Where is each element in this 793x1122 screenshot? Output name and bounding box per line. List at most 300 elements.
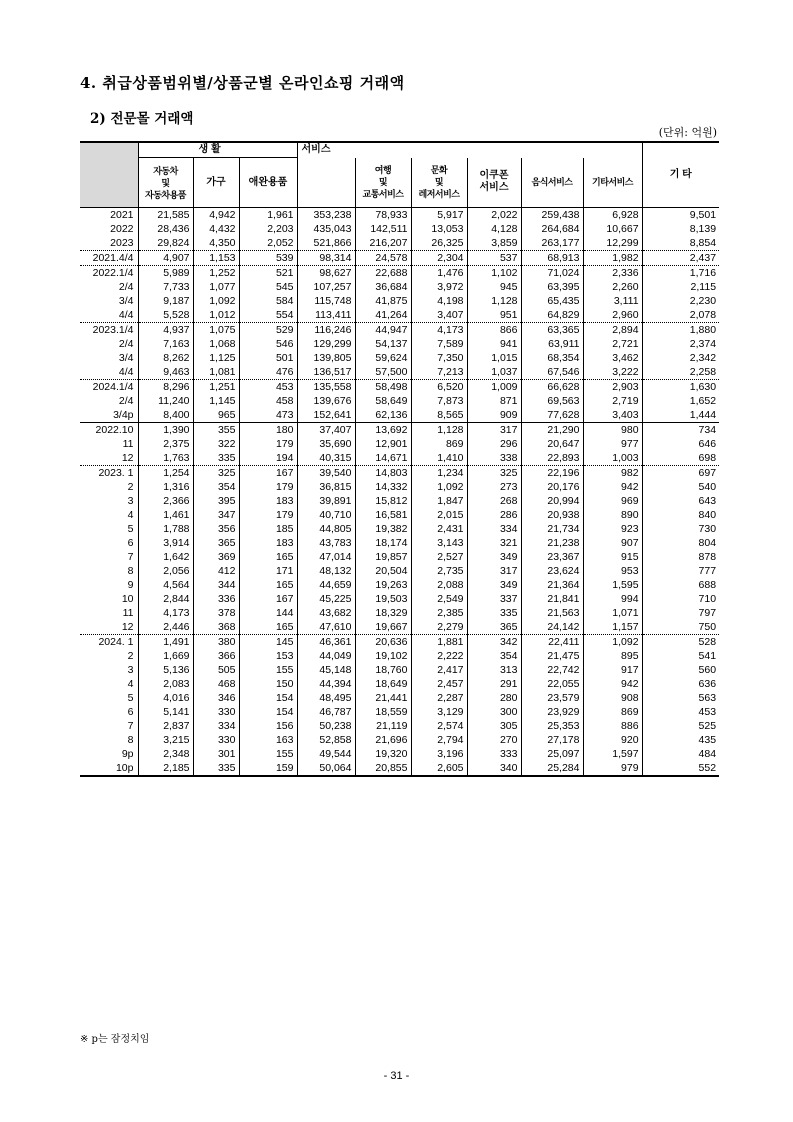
value-cell: 528 [642, 635, 719, 650]
value-cell: 915 [583, 550, 642, 564]
value-cell: 560 [642, 663, 719, 677]
value-cell: 165 [239, 620, 297, 635]
value-cell: 19,667 [355, 620, 411, 635]
value-cell: 65,435 [521, 294, 583, 308]
value-cell: 167 [239, 466, 297, 481]
value-cell: 895 [583, 649, 642, 663]
value-cell: 349 [467, 578, 521, 592]
value-cell: 26,325 [411, 236, 467, 251]
value-cell: 1,642 [138, 550, 193, 564]
value-cell: 153 [239, 649, 297, 663]
period-cell: 2023 [110, 237, 134, 249]
period-cell: 9 [127, 579, 134, 591]
value-cell: 167 [239, 592, 297, 606]
table-row [80, 236, 719, 251]
table-row [80, 761, 719, 776]
value-cell: 129,299 [297, 337, 355, 351]
value-cell: 5,141 [138, 705, 193, 719]
value-cell: 335 [193, 761, 239, 776]
value-cell: 2,431 [411, 522, 467, 536]
value-cell: 4,907 [138, 251, 193, 266]
value-cell: 3,196 [411, 747, 467, 761]
value-cell: 305 [467, 719, 521, 733]
service-group-header: 서비스 [297, 142, 642, 158]
value-cell: 46,361 [297, 635, 355, 650]
value-cell: 3,462 [583, 351, 642, 365]
value-cell: 139,805 [297, 351, 355, 365]
table-row [80, 280, 719, 294]
value-cell: 2,375 [138, 437, 193, 451]
value-cell: 333 [467, 747, 521, 761]
value-cell: 25,353 [521, 719, 583, 733]
value-cell: 8,139 [642, 222, 719, 236]
value-cell: 325 [467, 466, 521, 481]
value-cell: 804 [642, 536, 719, 550]
value-cell: 1,012 [193, 308, 239, 323]
period-cell: 4/4 [118, 309, 134, 321]
value-cell: 1,153 [193, 251, 239, 266]
value-cell: 152,641 [297, 408, 355, 423]
table-row [80, 466, 719, 481]
period-cell: 2023. 1 [80, 466, 138, 481]
value-cell: 27,178 [521, 733, 583, 747]
value-cell: 3,859 [467, 236, 521, 251]
value-cell: 50,064 [297, 761, 355, 776]
table-row [80, 550, 719, 564]
period-cell: 7 [127, 720, 134, 732]
value-cell: 21,475 [521, 649, 583, 663]
value-cell: 539 [239, 251, 297, 266]
value-cell: 77,628 [521, 408, 583, 423]
value-cell: 291 [467, 677, 521, 691]
table-row [80, 705, 719, 719]
value-cell: 98,627 [297, 266, 355, 281]
value-cell: 338 [467, 451, 521, 466]
value-cell: 346 [193, 691, 239, 705]
table-row [80, 222, 719, 236]
value-cell: 541 [642, 649, 719, 663]
value-cell: 646 [642, 437, 719, 451]
value-cell: 1,461 [138, 508, 193, 522]
value-cell: 5,917 [411, 208, 467, 223]
value-cell: 50,238 [297, 719, 355, 733]
value-cell: 941 [467, 337, 521, 351]
value-cell: 21,841 [521, 592, 583, 606]
table-row [80, 747, 719, 761]
value-cell: 9,501 [642, 208, 719, 223]
value-cell: 154 [239, 691, 297, 705]
value-cell: 317 [467, 564, 521, 578]
value-cell: 48,495 [297, 691, 355, 705]
table-row [80, 266, 719, 281]
table-row [80, 365, 719, 380]
value-cell: 145 [239, 635, 297, 650]
value-cell: 25,284 [521, 761, 583, 776]
period-cell: 2/4 [118, 395, 134, 407]
value-cell: 16,581 [355, 508, 411, 522]
period-cell: 2024. 1 [80, 635, 138, 650]
value-cell: 340 [467, 761, 521, 776]
value-cell: 12,901 [355, 437, 411, 451]
period-cell: 8 [127, 734, 134, 746]
value-cell: 43,682 [297, 606, 355, 620]
value-cell: 44,049 [297, 649, 355, 663]
value-cell: 139,676 [297, 394, 355, 408]
value-cell: 21,290 [521, 423, 583, 438]
value-cell: 1,251 [193, 380, 239, 395]
value-cell: 3,403 [583, 408, 642, 423]
value-cell: 1,961 [239, 208, 297, 223]
value-cell: 21,119 [355, 719, 411, 733]
value-cell: 19,320 [355, 747, 411, 761]
value-cell: 23,367 [521, 550, 583, 564]
value-cell: 40,315 [297, 451, 355, 466]
value-cell: 355 [193, 423, 239, 438]
period-cell: 2/4 [118, 281, 134, 293]
value-cell: 19,263 [355, 578, 411, 592]
table-row [80, 606, 719, 620]
value-cell: 2,088 [411, 578, 467, 592]
value-cell: 39,891 [297, 494, 355, 508]
value-cell: 697 [642, 466, 719, 481]
value-cell: 923 [583, 522, 642, 536]
value-cell: 353,238 [297, 208, 355, 223]
value-cell: 19,382 [355, 522, 411, 536]
period-cell: 3/4 [118, 295, 134, 307]
value-cell: 334 [193, 719, 239, 733]
value-cell: 8,296 [138, 380, 193, 395]
value-cell: 185 [239, 522, 297, 536]
period-cell: 6 [127, 537, 134, 549]
value-cell: 62,136 [355, 408, 411, 423]
value-cell: 1,630 [642, 380, 719, 395]
value-cell: 4,564 [138, 578, 193, 592]
value-cell: 2,230 [642, 294, 719, 308]
value-cell: 540 [642, 480, 719, 494]
value-cell: 476 [239, 365, 297, 380]
value-cell: 4,942 [193, 208, 239, 223]
value-cell: 1,102 [467, 266, 521, 281]
value-cell: 1,390 [138, 423, 193, 438]
value-cell: 19,857 [355, 550, 411, 564]
value-cell: 13,053 [411, 222, 467, 236]
value-cell: 1,234 [411, 466, 467, 481]
value-cell: 335 [467, 606, 521, 620]
value-cell: 21,441 [355, 691, 411, 705]
value-cell: 64,829 [521, 308, 583, 323]
value-cell: 552 [642, 761, 719, 776]
value-cell: 44,394 [297, 677, 355, 691]
period-cell: 12 [121, 621, 134, 633]
specialty-mall-transaction-table [80, 141, 719, 777]
value-cell: 3,215 [138, 733, 193, 747]
value-cell: 840 [642, 508, 719, 522]
value-cell: 7,163 [138, 337, 193, 351]
value-cell: 8,262 [138, 351, 193, 365]
value-cell: 20,938 [521, 508, 583, 522]
value-cell: 68,354 [521, 351, 583, 365]
value-cell: 7,213 [411, 365, 467, 380]
value-cell: 63,911 [521, 337, 583, 351]
value-cell: 49,544 [297, 747, 355, 761]
value-cell: 113,411 [297, 308, 355, 323]
value-cell: 2,342 [642, 351, 719, 365]
value-cell: 116,246 [297, 323, 355, 338]
table-row [80, 351, 719, 365]
value-cell: 1,763 [138, 451, 193, 466]
value-cell: 1,071 [583, 606, 642, 620]
value-cell: 734 [642, 423, 719, 438]
table-row [80, 691, 719, 705]
value-cell: 2,417 [411, 663, 467, 677]
value-cell: 979 [583, 761, 642, 776]
value-cell: 264,684 [521, 222, 583, 236]
value-cell: 2,258 [642, 365, 719, 380]
value-cell: 6,928 [583, 208, 642, 223]
value-cell: 3,143 [411, 536, 467, 550]
value-cell: 300 [467, 705, 521, 719]
value-cell: 356 [193, 522, 239, 536]
table-row [80, 251, 719, 266]
value-cell: 521 [239, 266, 297, 281]
value-cell: 484 [642, 747, 719, 761]
value-cell: 1,092 [583, 635, 642, 650]
value-cell: 159 [239, 761, 297, 776]
value-cell: 365 [467, 620, 521, 635]
value-cell: 20,647 [521, 437, 583, 451]
value-cell: 2,721 [583, 337, 642, 351]
value-cell: 3,222 [583, 365, 642, 380]
value-cell: 525 [642, 719, 719, 733]
value-cell: 2,719 [583, 394, 642, 408]
value-cell: 1,410 [411, 451, 467, 466]
value-cell: 545 [239, 280, 297, 294]
value-cell: 1,595 [583, 578, 642, 592]
value-cell: 1,669 [138, 649, 193, 663]
food-header: 음식서비스 [521, 158, 583, 208]
value-cell: 29,824 [138, 236, 193, 251]
period-cell: 2 [127, 650, 134, 662]
value-cell: 330 [193, 733, 239, 747]
value-cell: 322 [193, 437, 239, 451]
value-cell: 917 [583, 663, 642, 677]
value-cell: 337 [467, 592, 521, 606]
value-cell: 710 [642, 592, 719, 606]
value-cell: 216,207 [355, 236, 411, 251]
value-cell: 688 [642, 578, 719, 592]
value-cell: 4,937 [138, 323, 193, 338]
value-cell: 2,015 [411, 508, 467, 522]
value-cell: 35,690 [297, 437, 355, 451]
value-cell: 2,022 [467, 208, 521, 223]
value-cell: 2,794 [411, 733, 467, 747]
value-cell: 330 [193, 705, 239, 719]
period-cell: 2021.4/4 [80, 251, 138, 266]
value-cell: 2,903 [583, 380, 642, 395]
value-cell: 136,517 [297, 365, 355, 380]
value-cell: 14,332 [355, 480, 411, 494]
value-cell: 2,185 [138, 761, 193, 776]
value-cell: 3,111 [583, 294, 642, 308]
value-cell: 797 [642, 606, 719, 620]
value-cell: 28,436 [138, 222, 193, 236]
value-cell: 994 [583, 592, 642, 606]
period-cell: 2024.1/4 [80, 380, 138, 395]
value-cell: 63,395 [521, 280, 583, 294]
value-cell: 2,083 [138, 677, 193, 691]
value-cell: 171 [239, 564, 297, 578]
value-cell: 325 [193, 466, 239, 481]
value-cell: 10,667 [583, 222, 642, 236]
period-cell: 4/4 [118, 366, 134, 378]
value-cell: 270 [467, 733, 521, 747]
value-cell: 1,847 [411, 494, 467, 508]
value-cell: 2,115 [642, 280, 719, 294]
value-cell: 1,788 [138, 522, 193, 536]
value-cell: 144 [239, 606, 297, 620]
value-cell: 890 [583, 508, 642, 522]
value-cell: 37,407 [297, 423, 355, 438]
table-row [80, 437, 719, 451]
table-row [80, 294, 719, 308]
table-row [80, 620, 719, 635]
period-cell: 3 [127, 495, 134, 507]
value-cell: 563 [642, 691, 719, 705]
value-cell: 4,173 [138, 606, 193, 620]
value-cell: 4,016 [138, 691, 193, 705]
value-cell: 11,240 [138, 394, 193, 408]
value-cell: 45,148 [297, 663, 355, 677]
table-row [80, 208, 719, 223]
value-cell: 468 [193, 677, 239, 691]
value-cell: 301 [193, 747, 239, 761]
value-cell: 12,299 [583, 236, 642, 251]
sub-heading: 2) 전문몰 거래액 [90, 111, 194, 127]
table-row [80, 522, 719, 536]
value-cell: 942 [583, 480, 642, 494]
value-cell: 2,894 [583, 323, 642, 338]
value-cell: 1,597 [583, 747, 642, 761]
value-cell: 584 [239, 294, 297, 308]
value-cell: 46,787 [297, 705, 355, 719]
value-cell: 43,783 [297, 536, 355, 550]
value-cell: 24,578 [355, 251, 411, 266]
period-cell: 4 [127, 678, 134, 690]
value-cell: 321 [467, 536, 521, 550]
value-cell: 2,385 [411, 606, 467, 620]
value-cell: 21,696 [355, 733, 411, 747]
value-cell: 2,203 [239, 222, 297, 236]
value-cell: 366 [193, 649, 239, 663]
value-cell: 344 [193, 578, 239, 592]
value-cell: 24,142 [521, 620, 583, 635]
value-cell: 14,803 [355, 466, 411, 481]
value-cell: 21,563 [521, 606, 583, 620]
value-cell: 2,457 [411, 677, 467, 691]
value-cell: 878 [642, 550, 719, 564]
value-cell: 1,252 [193, 266, 239, 281]
value-cell: 354 [193, 480, 239, 494]
value-cell: 41,875 [355, 294, 411, 308]
value-cell: 554 [239, 308, 297, 323]
value-cell: 20,994 [521, 494, 583, 508]
value-cell: 453 [239, 380, 297, 395]
page-number: - 31 - [383, 1070, 410, 1082]
value-cell: 44,659 [297, 578, 355, 592]
furniture-header: 가구 [193, 158, 239, 208]
table-row [80, 508, 719, 522]
value-cell: 636 [642, 677, 719, 691]
unit-label: (단위: 억원) [658, 126, 717, 139]
value-cell: 458 [239, 394, 297, 408]
value-cell: 866 [467, 323, 521, 338]
value-cell: 36,815 [297, 480, 355, 494]
value-cell: 4,350 [193, 236, 239, 251]
value-cell: 1,092 [193, 294, 239, 308]
value-cell: 521,866 [297, 236, 355, 251]
value-cell: 869 [411, 437, 467, 451]
period-cell: 2021 [110, 209, 134, 221]
value-cell: 7,873 [411, 394, 467, 408]
value-cell: 163 [239, 733, 297, 747]
value-cell: 2,366 [138, 494, 193, 508]
period-cell: 2022.1/4 [80, 266, 138, 281]
value-cell: 1,254 [138, 466, 193, 481]
value-cell: 435 [642, 733, 719, 747]
value-cell: 19,503 [355, 592, 411, 606]
period-cell: 6 [127, 706, 134, 718]
value-cell: 15,812 [355, 494, 411, 508]
value-cell: 18,760 [355, 663, 411, 677]
value-cell: 2,374 [642, 337, 719, 351]
value-cell: 20,636 [355, 635, 411, 650]
value-cell: 69,563 [521, 394, 583, 408]
table-row [80, 578, 719, 592]
value-cell: 2,844 [138, 592, 193, 606]
table-row [80, 677, 719, 691]
value-cell: 546 [239, 337, 297, 351]
value-cell: 2,287 [411, 691, 467, 705]
value-cell: 1,444 [642, 408, 719, 423]
period-cell: 5 [127, 523, 134, 535]
value-cell: 22,688 [355, 266, 411, 281]
period-cell: 9p [121, 748, 134, 760]
value-cell: 280 [467, 691, 521, 705]
value-cell: 7,589 [411, 337, 467, 351]
value-cell: 3,914 [138, 536, 193, 550]
value-cell: 2,078 [642, 308, 719, 323]
value-cell: 19,102 [355, 649, 411, 663]
value-cell: 529 [239, 323, 297, 338]
value-cell: 45,225 [297, 592, 355, 606]
value-cell: 165 [239, 578, 297, 592]
period-cell: 2023.1/4 [80, 323, 138, 338]
value-cell: 154 [239, 705, 297, 719]
value-cell: 39,540 [297, 466, 355, 481]
table-row [80, 663, 719, 677]
table-row [80, 719, 719, 733]
value-cell: 2,605 [411, 761, 467, 776]
value-cell: 920 [583, 733, 642, 747]
value-cell: 3,407 [411, 308, 467, 323]
value-cell: 259,438 [521, 208, 583, 223]
value-cell: 1,037 [467, 365, 521, 380]
section-heading: 4. 취급상품범위별/상품군별 온라인쇼핑 거래액 [80, 74, 405, 92]
value-cell: 2,222 [411, 649, 467, 663]
value-cell: 7,350 [411, 351, 467, 365]
value-cell: 395 [193, 494, 239, 508]
period-cell: 2022 [110, 223, 134, 235]
